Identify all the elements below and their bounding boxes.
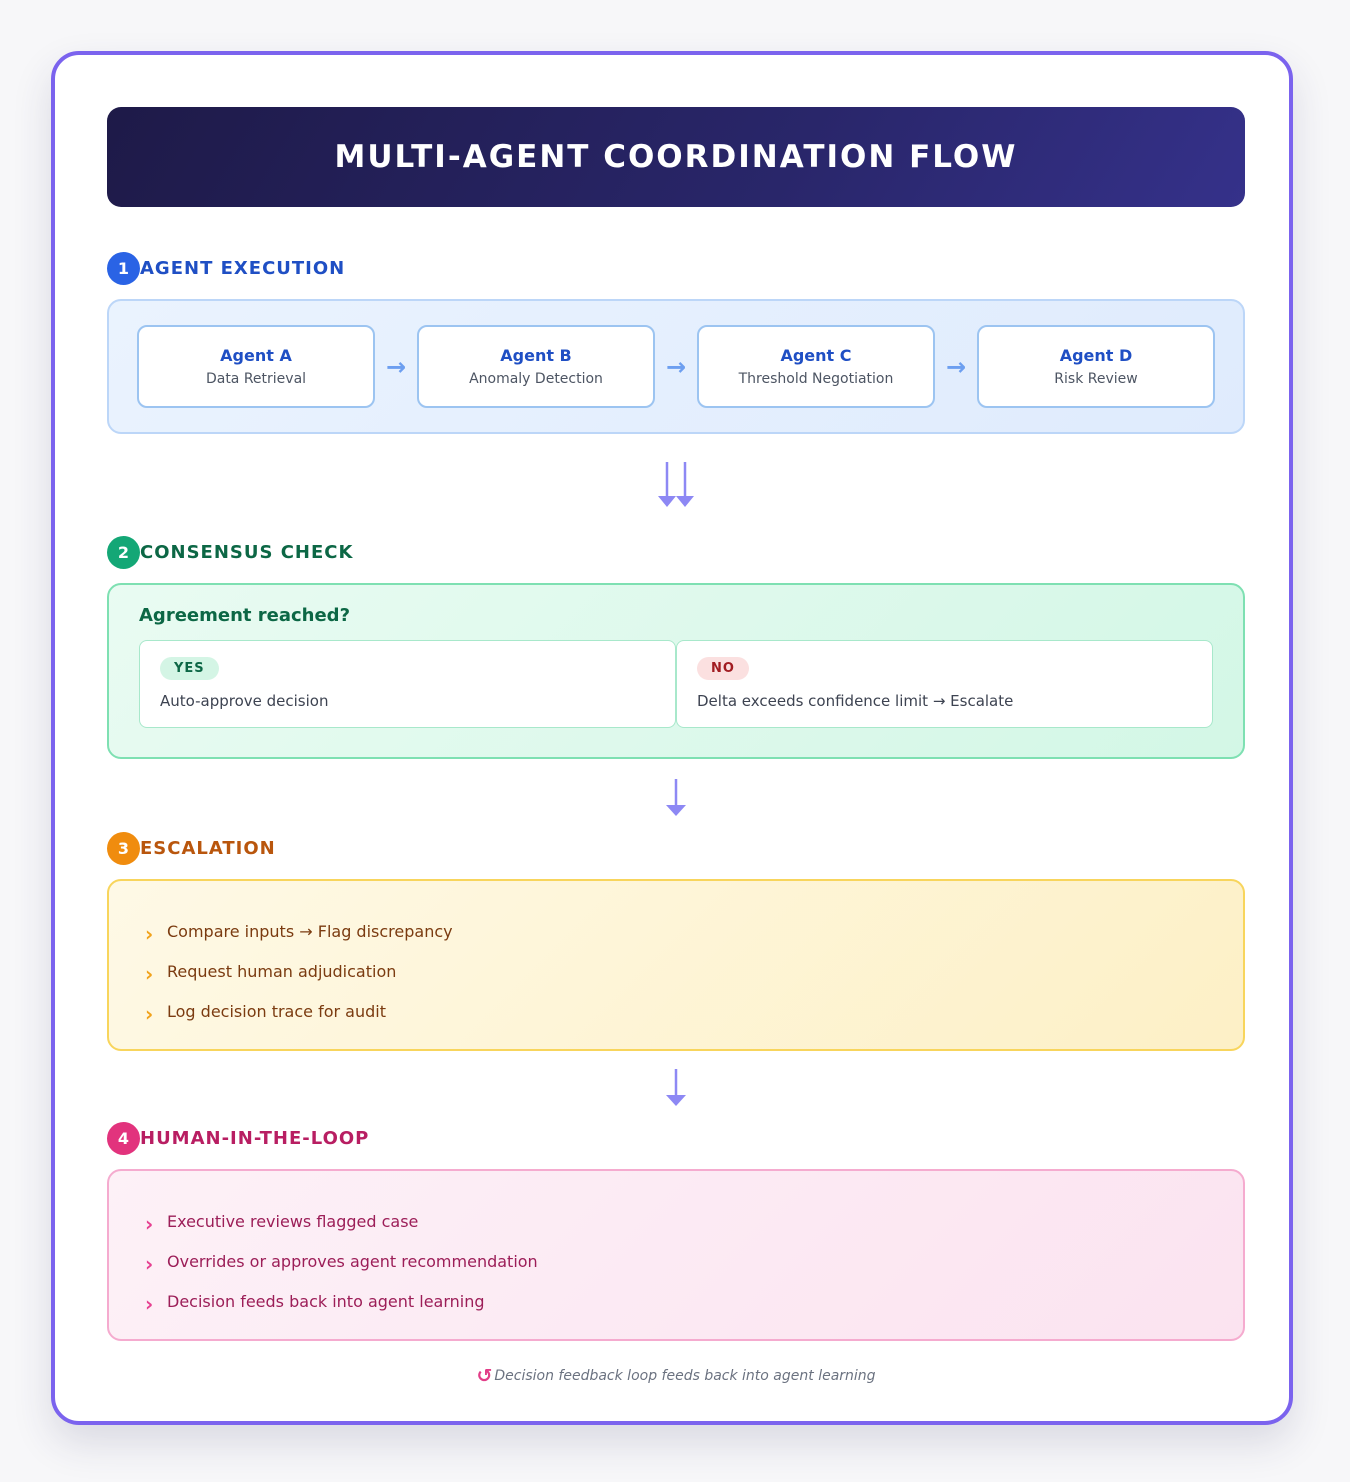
agent-role: Threshold Negotiation [738,371,894,387]
list-item-text: Decision feeds back into agent learning [167,1291,485,1311]
agent-role: Anomaly Detection [469,371,603,387]
list-item [145,911,1207,951]
agent-name: Agent C [780,346,852,365]
diagram-card [51,51,1293,1425]
list-item-text: Request human adjudication [167,961,397,981]
diagram-title: MULTI-AGENT COORDINATION FLOW [334,139,1018,175]
section-title-human [107,1121,1245,1155]
step-badge-3: 3 [107,832,140,865]
right-arrow-icon: → [665,352,687,381]
agent-card-d [977,325,1215,408]
list-item [145,1241,1207,1281]
agent-card-c [697,325,935,408]
chevron-right-icon: › [145,1002,154,1026]
no-outcome: Delta exceeds confidence limit → Escalate [697,692,1014,710]
agent-execution-panel [107,299,1245,434]
chevron-right-icon: › [145,1212,154,1236]
list-item [145,1281,1207,1321]
down-arrow-icon [107,779,1245,819]
agent-role: Data Retrieval [205,371,307,387]
consensus-options [139,640,1213,728]
no-tag: NO [697,657,749,680]
agent-role: Risk Review [1054,371,1138,387]
chevron-right-icon: › [145,922,154,946]
diagram-content [107,107,1245,1387]
agent-card-b [417,325,655,408]
chevron-right-icon: › [145,1252,154,1276]
section-title-execution [107,251,1245,285]
list-item [145,1201,1207,1241]
down-arrow-icon [107,1069,1245,1109]
section-label-consensus: CONSENSUS CHECK [140,541,354,563]
feedback-note-text: Decision feedback loop feeds back into agent learning [494,1368,876,1384]
list-item-text: Compare inputs → Flag discrepancy [167,921,453,941]
list-item-text: Overrides or approves agent recommendation [167,1251,538,1271]
right-arrow-icon: → [945,352,967,381]
chevron-right-icon: › [145,1292,154,1316]
chevron-right-icon: › [145,962,154,986]
option-no [676,640,1213,728]
yes-tag: YES [160,657,219,680]
list-item [145,951,1207,991]
list-item-text: Executive reviews flagged case [167,1211,419,1231]
list-item-text: Log decision trace for audit [167,1001,386,1021]
consensus-question: Agreement reached? [139,605,351,626]
list-item [145,991,1207,1031]
option-yes [139,640,676,728]
agent-name: Agent B [500,346,572,365]
title-banner [107,107,1245,207]
agent-name: Agent D [1059,346,1133,365]
yes-outcome: Auto-approve decision [160,692,329,710]
section-label-escalation: ESCALATION [140,837,276,859]
agent-card-a [137,325,375,408]
step-badge-1: 1 [107,252,140,285]
section-label-execution: AGENT EXECUTION [140,257,346,279]
right-arrow-icon: → [385,352,407,381]
double-down-arrow-icon [107,462,1245,520]
consensus-panel [107,583,1245,759]
step-badge-2: 2 [107,536,140,569]
step-badge-4: 4 [107,1122,140,1155]
escalation-panel [107,879,1245,1051]
loop-arrow-icon: ↺ [476,1365,493,1387]
human-in-the-loop-panel [107,1169,1245,1341]
section-title-consensus [107,535,1245,569]
section-title-escalation [107,831,1245,865]
section-label-human: HUMAN-IN-THE-LOOP [140,1127,370,1149]
agent-name: Agent A [220,346,292,365]
feedback-note [107,1365,1245,1387]
